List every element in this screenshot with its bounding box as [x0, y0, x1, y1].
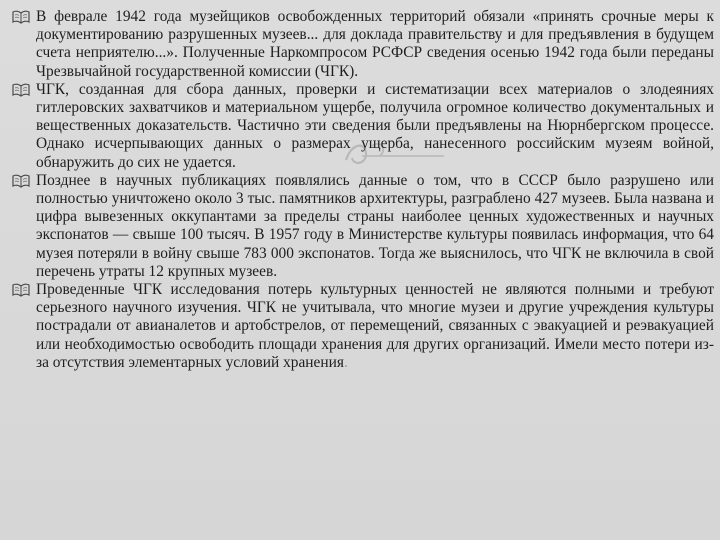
open-book-icon: [12, 9, 30, 25]
bullet-list: [10, 8, 714, 372]
bullet-trailing-period: .: [343, 353, 348, 371]
bullet-item: [10, 8, 714, 81]
bullet-item: [10, 81, 714, 172]
bullet-text: Проведенные ЧГК исследования потерь культурных ценностей не являются полными и требуют серьезного научного изучения. ЧГК не учитывала, что многие музеи и другие учреждения культуры пострадали от авианалетов и артобстрелов, от перемещений, связанных с эвакуацией и реэвакуацией или необходимостью освободить площади хранения для других организаций. Имели место потери из-за отсутствия элементарных условий хранения: [36, 281, 714, 371]
bullet-item: [10, 172, 714, 281]
bullet-text: В феврале 1942 года музейщиков освобожденных территорий обязали «принять срочные меры к документированию разрушенных музеев... для доклада правительству и для предъявления в будущем счета неприятелю...». Полученные Наркомпросом РСФСР сведения осенью 1942 года были переданы Чрезвычайной государственной комиссии (ЧГК).: [36, 8, 714, 80]
open-book-icon: [12, 82, 30, 98]
open-book-icon: [12, 173, 30, 189]
bullet-item: [10, 281, 714, 372]
open-book-icon: [12, 282, 30, 298]
bullet-text: ЧГК, созданная для сбора данных, проверки и систематизации всех материалов о злодеяниях гитлеровских захватчиков и материальном ущербе, получила огромное количество документальных и вещественных доказательств. Частично эти сведения были предъявлены на Нюрнбергском процессе. Однако исчерпывающих данных о размерах ущерба, нанесенного российским музеям войной, обнаружить до сих не удается.: [36, 80, 714, 171]
bullet-text: Позднее в научных публикациях появлялись данные о том, что в СССР было разрушено или полностью уничтожено около 3 тыс. памятников архитектуры, разграблено 427 музеев. Была названа и цифра вывезенных оккупантами за пределы страны наиболее ценных художественных и научных экспонатов — свыше 100 тысяч. В 1957 году в Министерстве культуры появилась информация, что 64 музея потеряли в войну свыше 783 000 экспонатов. Тогда же выяснилось, что ЧГК не включила в свой перечень утраты 12 крупных музеев.: [36, 171, 714, 280]
